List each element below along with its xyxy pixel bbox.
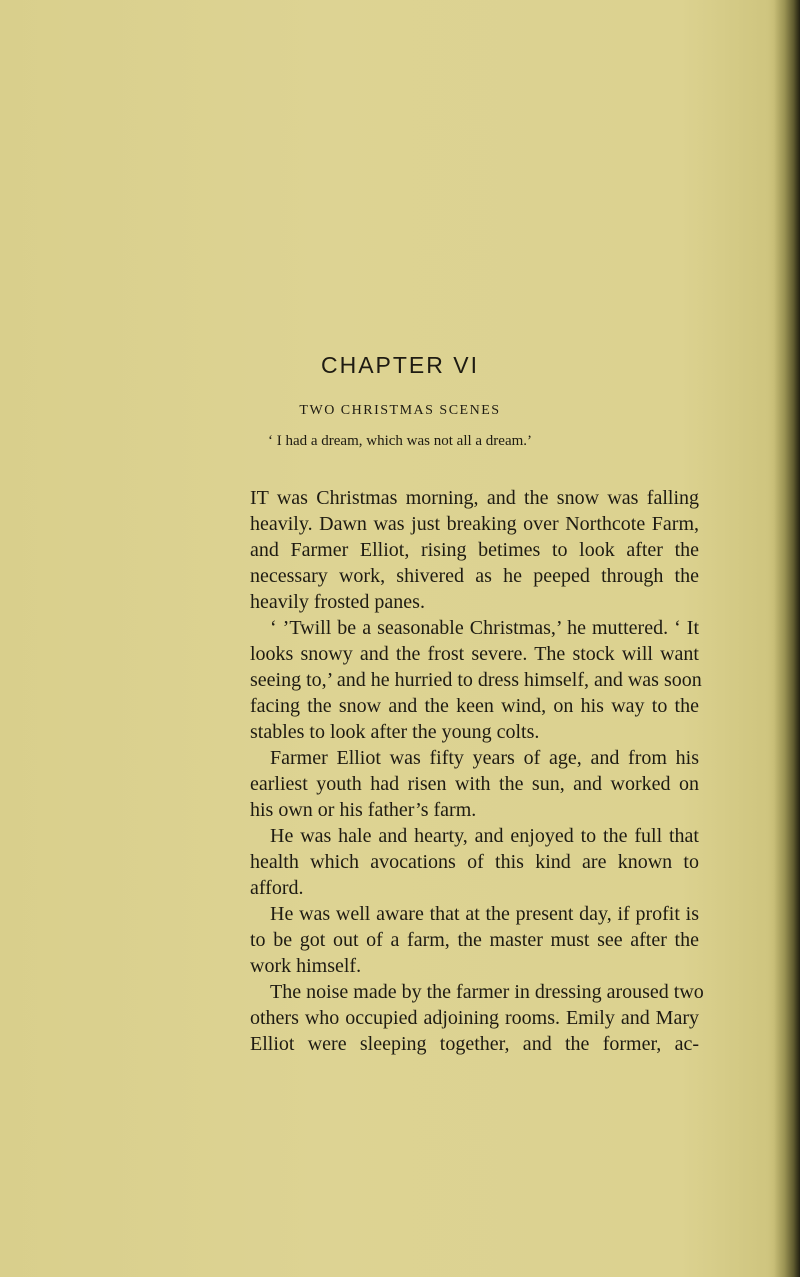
text-line: to be got out of a farm, the master must see after the [250,929,699,951]
text-line: work himself. [250,955,362,977]
text-line: Elliot were sleeping together, and the former, ac- [250,1033,699,1055]
text-line: looks snowy and the frost severe. The stock will want [250,643,699,665]
text-line: his own or his father’s farm. [250,799,477,821]
text-line: The noise made by the farmer in dressing aroused two [270,981,704,1003]
epigraph: ‘ I had a dream, which was not all a dream.’ [267,433,533,449]
text-line: Farmer Elliot was fifty years of age, and from his [270,747,699,769]
text-line: seeing to,’ and he hurried to dress himself, and was soon [250,669,702,691]
text-line: He was well aware that at the present day, if profit is [270,903,699,925]
chapter-heading: CHAPTER VI [320,352,480,378]
text-line: health which avocations of this kind are known to [250,851,699,873]
text-line: earliest youth had risen with the sun, and worked on [250,773,699,795]
text-line: heavily. Dawn was just breaking over Northcote Farm, [250,513,699,535]
text-line: heavily frosted panes. [250,591,425,613]
chapter-title: TWO CHRISTMAS SCENES [299,403,501,418]
text-line: stables to look after the young colts. [250,721,540,743]
text-line: facing the snow and the keen wind, on his way to the [250,695,699,717]
text-line: He was hale and hearty, and enjoyed to the full that [270,825,699,847]
text-line: necessary work, shivered as he peeped through the [250,565,699,587]
text-line: ‘ ’Twill be a seasonable Christmas,’ he muttered. ‘ It [270,617,699,639]
page-edge-shadow [774,0,800,1277]
text-line: IT was Christmas morning, and the snow was falling [250,487,699,509]
text-line: afford. [250,877,304,899]
text-line: others who occupied adjoining rooms. Emily and Mary [250,1007,699,1029]
text-line: and Farmer Elliot, rising betimes to look after the [250,539,699,561]
